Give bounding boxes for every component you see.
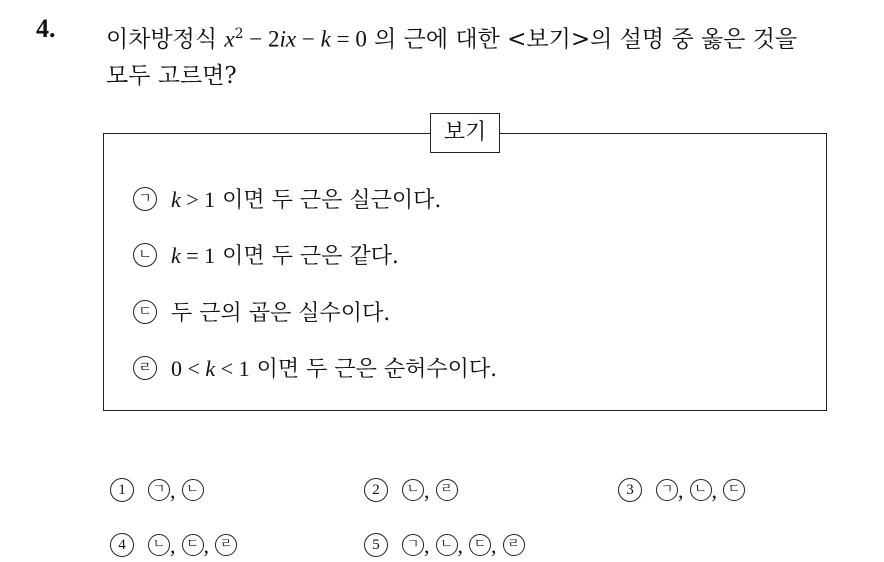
eq-i: i	[279, 26, 286, 52]
item-rel: > 1	[180, 187, 216, 212]
choice-number: 2	[364, 478, 388, 502]
item-rel: = 1	[180, 243, 216, 268]
item-text: 두 근의 곱은 실수이다.	[171, 301, 391, 326]
item-text: 이면 두 근은 순허수이다.	[249, 357, 498, 382]
choice-number: 5	[364, 533, 388, 557]
choice-marker: ㄷ	[469, 534, 491, 556]
choice-3[interactable]: 3 ㄱ , ㄴ , ㄷ	[618, 476, 745, 506]
choice-2[interactable]: 2 ㄴ , ㄹ	[364, 476, 458, 506]
item-text: 이면 두 근은 같다.	[215, 244, 399, 269]
marker-rieul: ㄹ	[133, 356, 157, 380]
choice-number: 4	[110, 533, 134, 557]
choice-marker: ㄹ	[503, 534, 525, 556]
eq-x2: x	[285, 26, 297, 52]
bogi-title: 보기	[430, 113, 500, 153]
eq-exponent: 2	[234, 26, 244, 42]
item-k: k	[171, 243, 181, 268]
bogi-item-2	[133, 240, 399, 272]
choice-marker: ㄴ	[436, 534, 458, 556]
item-rel: < 1	[215, 356, 250, 381]
stem-suffix-2: 모두 고르면?	[106, 62, 237, 89]
eq-tail: = 0	[330, 26, 367, 52]
stem-suffix-1: 의 근에 대한 <보기>의 설명 중 옳은 것을	[366, 26, 798, 53]
marker-giyeok: ㄱ	[133, 187, 157, 211]
choice-marker: ㄴ	[402, 479, 424, 501]
question-stem	[106, 16, 876, 94]
marker-nieun: ㄴ	[133, 243, 157, 267]
eq-k: k	[320, 26, 331, 52]
choice-marker: ㄱ	[402, 534, 424, 556]
choice-marker: ㄴ	[690, 479, 712, 501]
choice-marker: ㄹ	[215, 534, 237, 556]
item-k: k	[205, 356, 216, 381]
question-number: 4.	[36, 14, 56, 43]
choice-number: 3	[618, 478, 642, 502]
eq-minus: −	[296, 26, 321, 52]
bogi-item-1	[133, 184, 441, 216]
choice-marker: ㄷ	[723, 479, 745, 501]
choice-number: 1	[110, 478, 134, 502]
item-text: 이면 두 근은 실근이다.	[215, 188, 442, 213]
item-pre: 0 <	[171, 356, 206, 381]
choice-1[interactable]: 1 ㄱ , ㄴ	[110, 476, 204, 506]
item-k: k	[171, 187, 181, 212]
marker-digeut: ㄷ	[133, 300, 157, 324]
choice-5[interactable]: 5 ㄱ , ㄴ , ㄷ , ㄹ	[364, 531, 525, 561]
choice-marker: ㄱ	[656, 479, 678, 501]
eq-mid: − 2	[243, 26, 280, 52]
choice-marker: ㄴ	[148, 534, 170, 556]
choice-4[interactable]: 4 ㄴ , ㄷ , ㄹ	[110, 531, 237, 561]
choice-marker: ㄴ	[182, 479, 204, 501]
bogi-item-4	[133, 353, 497, 385]
eq-x: x	[224, 26, 235, 52]
choice-marker: ㄷ	[182, 534, 204, 556]
choice-marker: ㄱ	[148, 479, 170, 501]
stem-prefix: 이차방정식	[106, 26, 218, 53]
choice-marker: ㄹ	[436, 479, 458, 501]
bogi-item-3	[133, 297, 390, 329]
